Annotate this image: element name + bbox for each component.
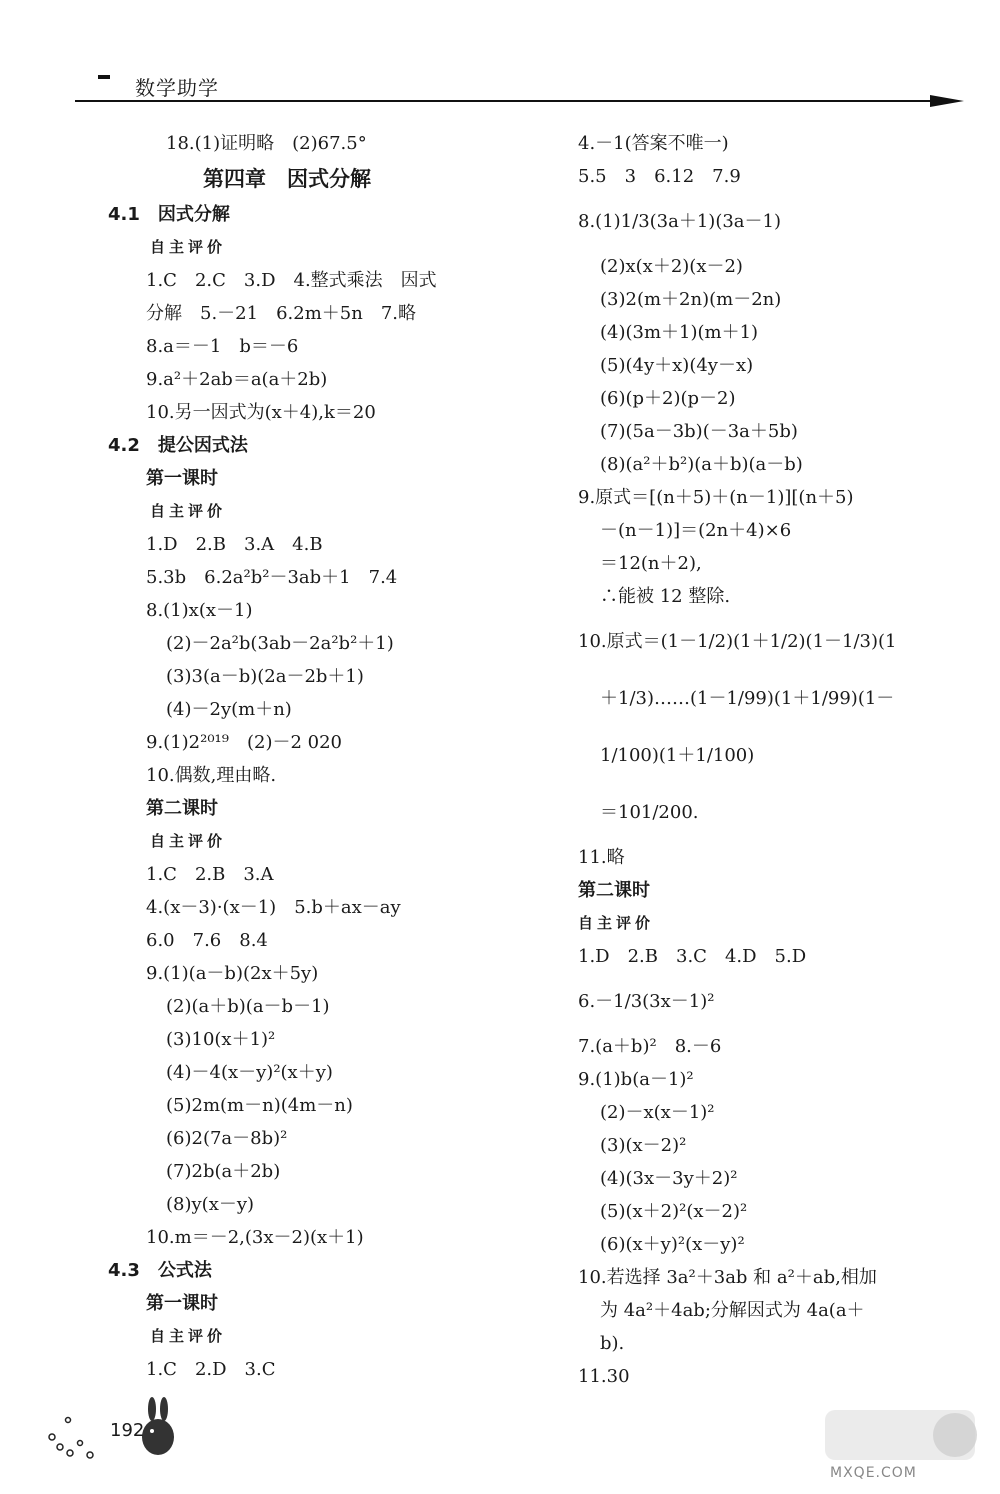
answer-line: －(n－1)]＝(2n＋4)×6: [600, 520, 792, 541]
answer-line: 6.－1/3(3x－1)²: [578, 991, 715, 1012]
answer-line: 8.(1)1/3(3a＋1)(3a－1): [578, 211, 782, 232]
section-heading: 4.3 公式法: [108, 1260, 212, 1281]
page-header: [0, 0, 1000, 110]
answer-line: 4.(x－3)·(x－1) 5.b＋ax－ay: [146, 897, 401, 918]
answer-line: 分解 5.－21 6.2m＋5n 7.略: [146, 303, 416, 324]
answer-line: 10.偶数,理由略.: [146, 765, 277, 786]
answer-line: 10.m＝－2,(3x－2)(x＋1): [146, 1227, 364, 1248]
answer-line: 1.D 2.B 3.C 4.D 5.D: [578, 946, 807, 967]
answer-line: (6)2(7a－8b)²: [166, 1128, 288, 1149]
answer-line: 10.原式＝(1－1/2)(1＋1/2)(1－1/3)(1: [578, 631, 897, 652]
answer-line: ＋1/3)……(1－1/99)(1＋1/99)(1－: [600, 688, 895, 709]
section-heading: 4.2 提公因式法: [108, 435, 248, 456]
answer-line: (5)2m(m－n)(4m－n): [166, 1095, 353, 1116]
answer-line: ∴能被 12 整除.: [600, 586, 731, 607]
answer-line: (2)x(x＋2)(x－2): [600, 256, 743, 277]
answer-line: (2)－x(x－1)²: [600, 1102, 715, 1123]
answer-line: ＝101/200.: [600, 802, 699, 823]
answer-line: (4)－2y(m＋n): [166, 699, 292, 720]
answer-line: (5)(4y＋x)(4y－x): [600, 355, 754, 376]
header-dash: [98, 75, 110, 79]
answer-line: 11.略: [578, 847, 625, 868]
answer-line: 11.30: [578, 1366, 630, 1387]
header-rule: [75, 100, 945, 102]
answer-line: 5.3b 6.2a²b²－3ab＋1 7.4: [146, 567, 398, 588]
answer-line: 1/100)(1＋1/100): [600, 745, 755, 766]
watermark-text: MXQE.COM: [830, 1465, 917, 1481]
lesson-heading: 第一课时: [146, 1293, 218, 1314]
answer-line: 10.若选择 3a²＋3ab 和 a²＋ab,相加: [578, 1267, 877, 1288]
lesson-heading: 第二课时: [578, 880, 650, 901]
answer-line: 9.a²＋2ab＝a(a＋2b): [146, 369, 328, 390]
answer-line: 10.另一因式为(x＋4),k＝20: [146, 402, 376, 423]
answer-line: 9.原式＝[(n＋5)＋(n－1)][(n＋5): [578, 487, 854, 508]
answer-line: (6)(x＋y)²(x－y)²: [600, 1234, 745, 1255]
self-assessment-label: 自主评价: [150, 238, 227, 256]
answer-line: (3)(x－2)²: [600, 1135, 687, 1156]
answer-line: (4)(3m＋1)(m＋1): [600, 322, 759, 343]
self-assessment-label: 自主评价: [150, 1327, 227, 1345]
answer-line: (7)2b(a＋2b): [166, 1161, 281, 1182]
answer-line: 9.(1)2²⁰¹⁹ (2)－2 020: [146, 732, 343, 753]
header-arrow-icon: [930, 95, 964, 107]
answer-line: 8.(1)x(x－1): [146, 600, 253, 621]
self-assessment-label: 自主评价: [150, 502, 227, 520]
answer-line: (4)－4(x－y)²(x＋y): [166, 1062, 333, 1083]
answer-line: 1.C 2.C 3.D 4.整式乘法 因式: [146, 270, 437, 291]
answer-line: 9.(1)(a－b)(2x＋5y): [146, 963, 319, 984]
section-heading: 4.1 因式分解: [108, 204, 230, 225]
answer-line: (2)(a＋b)(a－b－1): [166, 996, 330, 1017]
answer-line: 1.C 2.D 3.C: [146, 1359, 276, 1380]
answer-line: 为 4a²＋4ab;分解因式为 4a(a＋: [600, 1300, 865, 1321]
answer-line: (5)(x＋2)²(x－2)²: [600, 1201, 748, 1222]
answer-line: 7.(a＋b)² 8.－6: [578, 1036, 722, 1057]
answer-line: 1.D 2.B 3.A 4.B: [146, 534, 323, 555]
answer-line: (4)(3x－3y＋2)²: [600, 1168, 738, 1189]
answer-line: (3)10(x＋1)²: [166, 1029, 276, 1050]
answer-line: (3)3(a－b)(2a－2b＋1): [166, 666, 364, 687]
answer-line: 5.5 3 6.12 7.9: [578, 166, 741, 187]
answer-line: 4.－1(答案不唯一): [578, 133, 729, 154]
header-title: 数学助学: [135, 76, 219, 100]
self-assessment-label: 自主评价: [578, 914, 655, 932]
answer-line: 8.a＝－1 b＝－6: [146, 336, 299, 357]
answer-line: (8)(a²＋b²)(a＋b)(a－b): [600, 454, 803, 475]
answer-line: (3)2(m＋2n)(m－2n): [600, 289, 782, 310]
lesson-heading: 第一课时: [146, 468, 218, 489]
right-column: [578, 127, 958, 1393]
page-number: 192: [110, 1420, 145, 1441]
answer-line: ＝12(n＋2),: [600, 553, 702, 574]
self-assessment-label: 自主评价: [150, 832, 227, 850]
answer-line: (7)(5a－3b)(－3a＋5b): [600, 421, 798, 442]
answer-line: (2)－2a²b(3ab－2a²b²＋1): [166, 633, 394, 654]
lesson-heading: 第二课时: [146, 798, 218, 819]
answer-line: 9.(1)b(a－1)²: [578, 1069, 694, 1090]
answer-line: (6)(p＋2)(p－2): [600, 388, 736, 409]
answer-line: 1.C 2.B 3.A: [146, 864, 274, 885]
answer-line: (8)y(x－y): [166, 1194, 255, 1215]
answer-line: 18.(1)证明略 (2)67.5°: [166, 133, 367, 154]
chapter-title: 第四章 因式分解: [203, 167, 371, 191]
left-column: [108, 127, 528, 1386]
answer-line: b).: [600, 1333, 625, 1354]
answer-line: 6.0 7.6 8.4: [146, 930, 268, 951]
